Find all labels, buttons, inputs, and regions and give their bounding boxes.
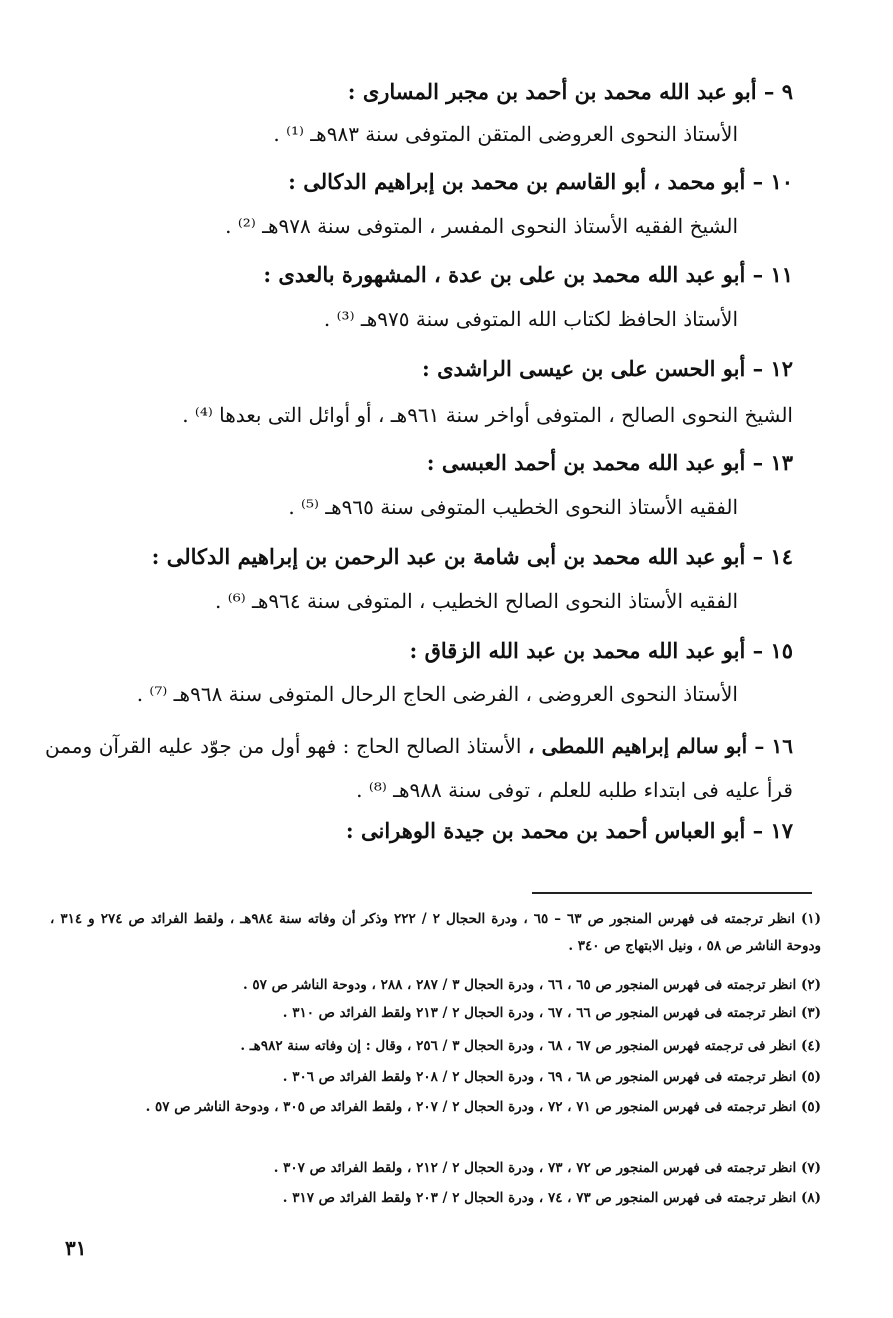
footnote-5: (٥) انظر ترجمته فى فهرس المنجور ص ٦٨ ، ٦٩ ، ودرة الحجال ٢ / ٢٠٨ ولقط الفرائد ص ٣٠٦ .: [282, 1069, 821, 1085]
entry-16-text: الأستاذ الصالح الحاج : فهو أول من جوّد عليه القرآن وممن قرأ عليه فى ابتداء طلبه للعلم ، توفى سنة ٩٨٨هـ ⁽⁸⁾ .: [45, 734, 793, 802]
footnote-1: (١) انظر ترجمته فى فهرس المنجور ص ٦٣ – ٦٥ ، ودرة الحجال ٢ / ٢٢٢ وذكر أن وفاته سنة ٩٨٤هـ ، ولقط الفرائد ص ٢٧٤ و ٣١٤ ، ودوحة الناشر ص ٥٨ ، ونيل الابتهاج ص ٣٤٠ .: [50, 911, 822, 954]
entry-15-detail: الأستاذ النحوى العروضى ، الفرضى الحاج الرحال المتوفى سنة ٩٦٨هـ ⁽⁷⁾ .: [136, 682, 738, 706]
entry-17-heading: ١٧ – أبو العباس أحمد بن محمد بن جيدة الوهرانى :: [345, 818, 793, 843]
entry-9-detail: الأستاذ النحوى العروضى المتقن المتوفى سنة ٩٨٣هـ ⁽¹⁾ .: [273, 122, 738, 146]
entry-14-detail: الفقيه الأستاذ النحوى الصالح الخطيب ، المتوفى سنة ٩٦٤هـ ⁽⁶⁾ .: [215, 589, 738, 613]
footnote-separator: [532, 892, 812, 894]
entry-10-heading: ١٠ – أبو محمد ، أبو القاسم بن محمد بن إبراهيم الدكالى :: [288, 169, 793, 194]
entry-10-detail: الشيخ الفقيه الأستاذ النحوى المفسر ، المتوفى سنة ٩٧٨هـ ⁽²⁾ .: [225, 214, 738, 238]
entry-13-detail: الفقيه الأستاذ النحوى الخطيب المتوفى سنة ٩٦٥هـ ⁽⁵⁾ .: [288, 495, 738, 519]
entry-12-detail: الشيخ النحوى الصالح ، المتوفى أواخر سنة ٩٦١هـ ، أو أوائل التى بعدها ⁽⁴⁾ .: [182, 403, 793, 427]
page-number: ٣١: [65, 1236, 87, 1260]
entry-13-heading: ١٣ – أبو عبد الله محمد بن أحمد العبسى :: [426, 450, 793, 475]
footnote-7: (٧) انظر ترجمته فى فهرس المنجور ص ٧٢ ، ٧٣ ، ودرة الحجال ٢ / ٢١٢ ، ولقط الفرائد ص ٣٠٧ .: [273, 1160, 821, 1176]
footnote-3: (٣) انظر ترجمته فى فهرس المنجور ص ٦٦ ، ٦٧ ، ودرة الحجال ٢ / ٢١٣ ولقط الفرائد ص ٣١٠ .: [282, 1005, 821, 1021]
entry-12-heading: ١٢ – أبو الحسن على بن عيسى الراشدى :: [422, 356, 793, 381]
footnote-8: (٨) انظر ترجمته فى فهرس المنجور ص ٧٣ ، ٧٤ ، ودرة الحجال ٢ / ٢٠٣ ولقط الفرائد ص ٣١٧ .: [282, 1190, 821, 1206]
footnote-6: (٥) انظر ترجمته فى فهرس المنجور ص ٧١ ، ٧٢ ، ودرة الحجال ٢ / ٢٠٧ ، ولقط الفرائد ص ٣٠٥ ، ودوحة الناشر ص ٥٧ .: [145, 1099, 821, 1115]
entry-15-heading: ١٥ – أبو عبد الله محمد بن عبد الله الزقاق :: [409, 638, 793, 663]
entry-16-paragraph: [45, 724, 793, 812]
footnote-4: (٤) انظر فى ترجمته فهرس المنجور ص ٦٧ ، ٦٨ ، ودرة الحجال ٣ / ٢٥٦ ، وقال : إن وفاته سنة ٩٨٢هـ .: [240, 1038, 821, 1054]
footnote-2: (٢) انظر ترجمته فى فهرس المنجور ص ٦٥ ، ٦٦ ، ودرة الحجال ٣ / ٢٨٧ ، ٢٨٨ ، ودوحة الناشر ص ٥٧ .: [243, 977, 821, 993]
entry-16-heading: ١٦ – أبو سالم إبراهيم اللمطى ،: [527, 734, 793, 758]
entry-11-detail: الأستاذ الحافظ لكتاب الله المتوفى سنة ٩٧٥هـ ⁽³⁾ .: [323, 307, 738, 331]
entry-14-heading: ١٤ – أبو عبد الله محمد بن أبى شامة بن عبد الرحمن بن إبراهيم الدكالى :: [151, 544, 793, 569]
entry-11-heading: ١١ – أبو عبد الله محمد بن على بن عدة ، المشهورة بالعدى :: [263, 262, 793, 287]
entry-9-heading: ٩ – أبو عبد الله محمد بن أحمد بن مجبر المسارى :: [347, 79, 793, 104]
